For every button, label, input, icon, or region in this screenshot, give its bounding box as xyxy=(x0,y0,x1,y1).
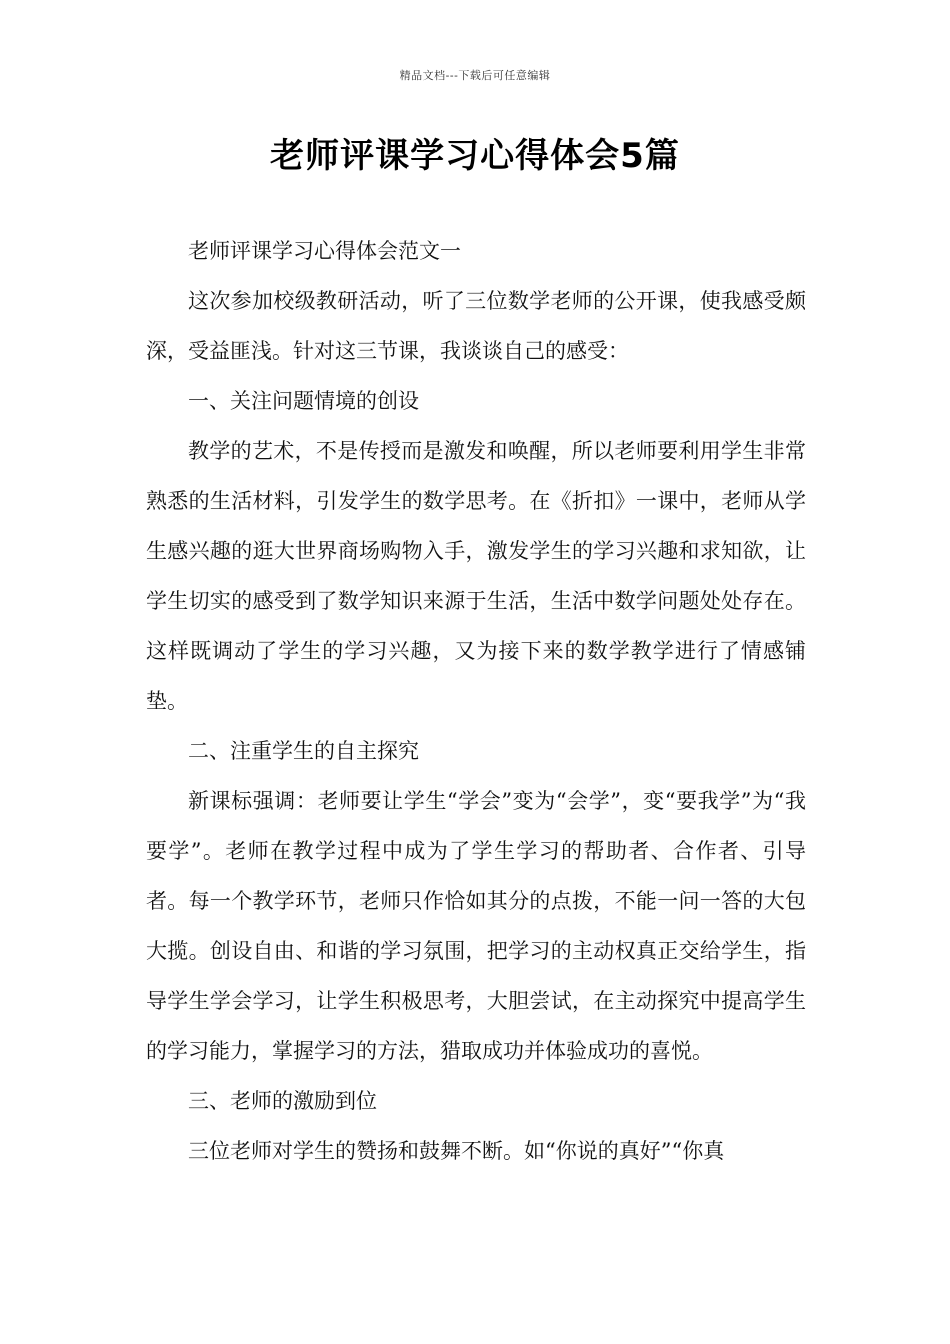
header-note: 精品文档---下载后可任意编辑 xyxy=(399,69,551,82)
section-subtitle: 老师评课学习心得体会范文一 xyxy=(188,239,461,263)
section-heading: 三、老师的激励到位 xyxy=(188,1089,377,1113)
paragraph: 新课标强调：老师要让学生“学会”变为“会学”，变“要我学”为“我要学”。老师在教学过程中成为了学生学习的帮助者、合作者、引导者。每一个教学环节，老师只作恰如其分的点拨，不能一问一答的大包大揽。创设自由、和谐的学习氛围，把学习的主动权真正交给学生，指导学生学会学习，让学生积极思考，大胆尝试，在主动探究中提高学生的学习能力，掌握学习的方法，猎取成功并体验成功的喜悦。 xyxy=(146,789,806,1063)
document-body xyxy=(146,226,806,1176)
paragraph: 这次参加校级教研活动，听了三位数学老师的公开课，使我感受颇深，受益匪浅。针对这三节课，我谈谈自己的感受： xyxy=(146,289,806,363)
document-title: 老师评课学习心得体会5篇 xyxy=(270,136,680,176)
section-heading: 二、注重学生的自主探究 xyxy=(188,739,419,763)
section-heading: 一、关注问题情境的创设 xyxy=(188,389,419,413)
paragraph: 三位老师对学生的赞扬和鼓舞不断。如“你说的真好”“你真 xyxy=(188,1139,725,1163)
paragraph: 教学的艺术，不是传授而是激发和唤醒，所以老师要利用学生非常熟悉的生活材料，引发学生的数学思考。在《折扣》一课中，老师从学生感兴趣的逛大世界商场购物入手，激发学生的学习兴趣和求知欲，让学生切实的感受到了数学知识来源于生活，生活中数学问题处处存在。这样既调动了学生的学习兴趣，又为接下来的数学教学进行了情感铺垫。 xyxy=(146,439,806,713)
